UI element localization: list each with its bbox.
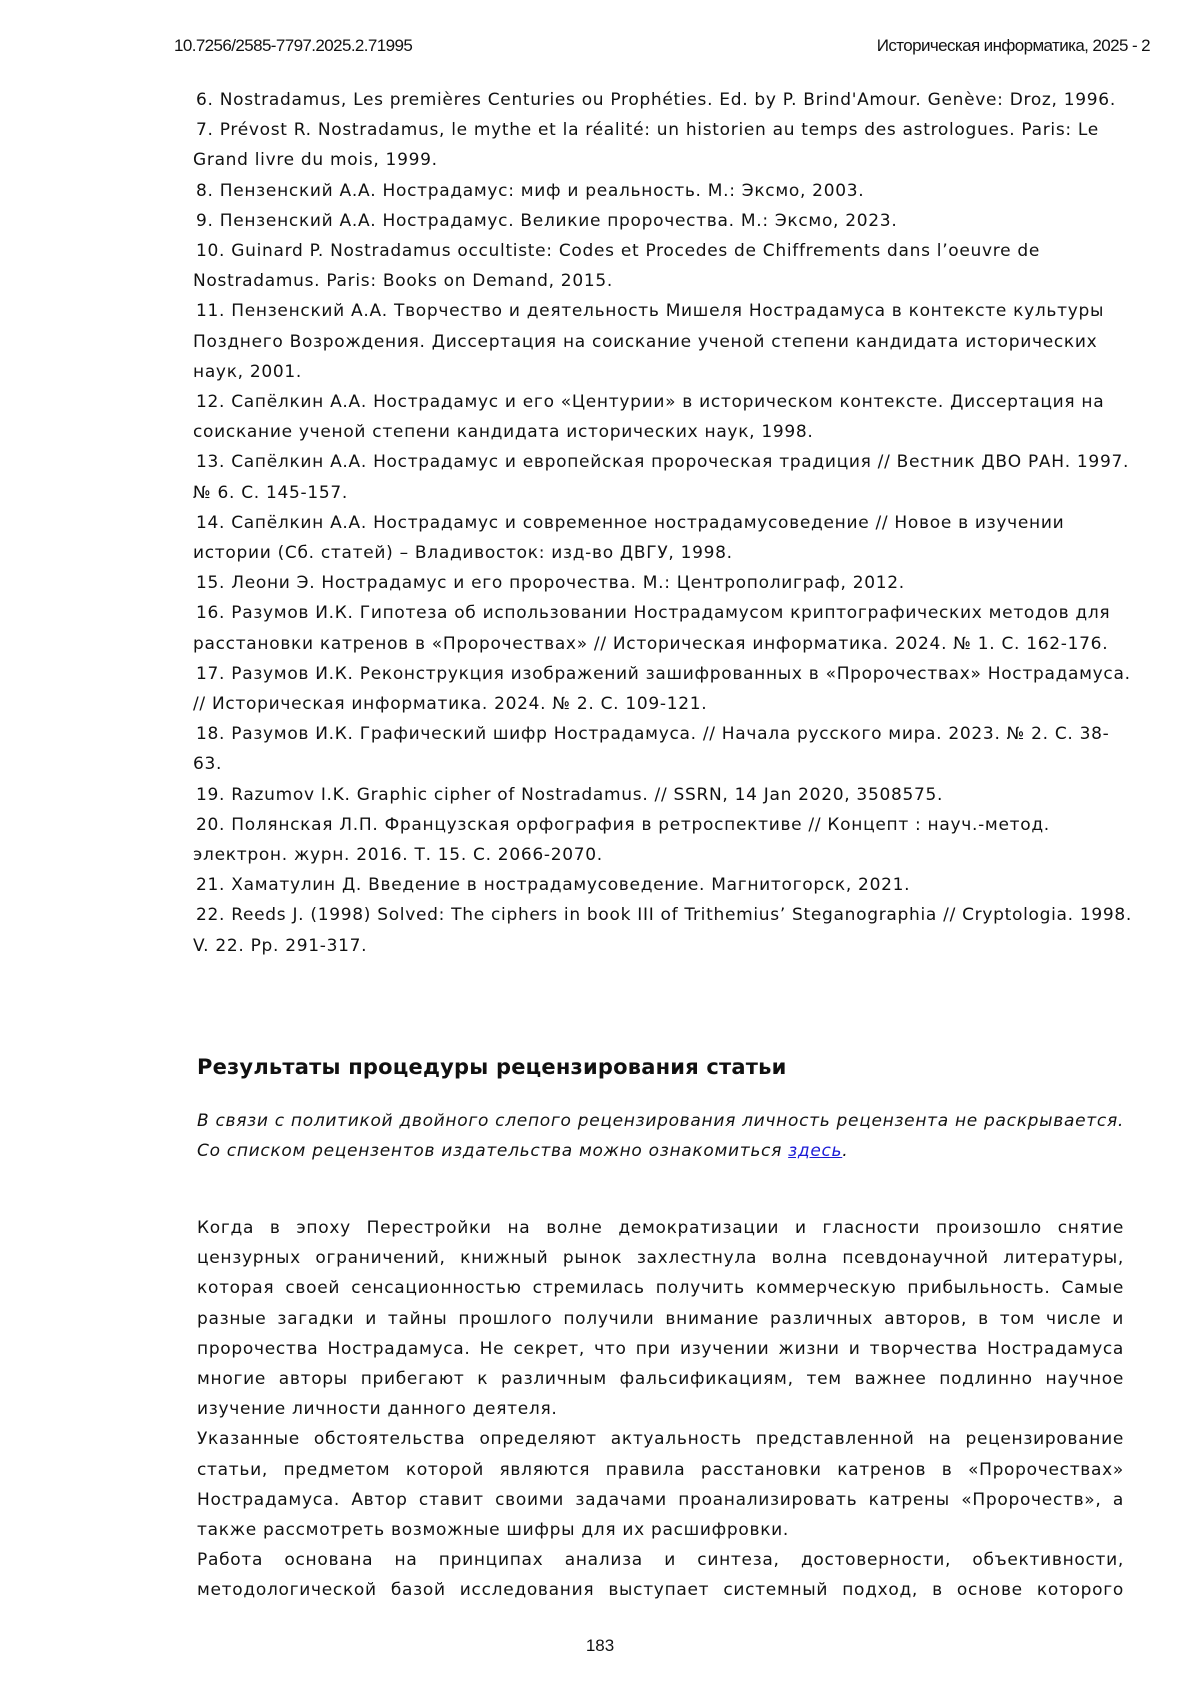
reference-item: 8. Пензенский А.А. Нострадамус: миф и реальность. М.: Эксмо, 2003. <box>196 180 865 201</box>
reviewers-list-link[interactable]: здесь <box>788 1141 843 1162</box>
reference-item: 19. Razumov I.K. Graphic cipher of Nostradamus. // SSRN, 14 Jan 2020, 3508575. <box>196 784 944 805</box>
reference-item: 10. Guinard P. Nostradamus occultiste: Codes et Procedes de Chiffrements dans l’oeuvre de Nostradamus. Paris: Books on Demand, 2015. <box>193 241 1041 292</box>
reference-item: 7. Prévost R. Nostradamus, le mythe et la réalité: un historien au temps des astrologues. Paris: Le Grand livre du mois, 1999. <box>193 120 1099 171</box>
reference-item: 21. Хаматулин Д. Введение в нострадамусоведение. Магнитогорск, 2021. <box>196 875 911 896</box>
review-paragraph: Работа основана на принципах анализа и синтеза, достоверности, объективности, методологической базой исследования выступает системный подход, в основе которого <box>197 1550 1124 1601</box>
review-notice <box>197 1106 1124 1166</box>
doi-label: 10.7256/2585-7797.2025.2.71995 <box>174 36 413 55</box>
review-section-title: Результаты процедуры рецензирования статьи <box>197 1055 787 1079</box>
reference-list <box>193 85 1133 961</box>
review-paragraph: Когда в эпоху Перестройки на волне демократизации и гласности произошло снятие цензурных ограничений, книжный рынок захлестнула волна псевдонаучной литературы, которая своей сенсационностью стремилась получить коммерческую прибыльность. Самые разные загадки и тайны прошлого получили внимание различных авторов, в том числе и пророчества Нострадамуса. Не секрет, что при изучении жизни и творчества Нострадамуса многие авторы прибегают к различным фальсификациям, тем важнее подлинно научное изучение личности данного деятеля. <box>197 1218 1124 1420</box>
reference-item: 22. Reeds J. (1998) Solved: The ciphers in book III of Trithemius’ Steganographia // Cryptologia. 1998. V. 22. Pp. 291-317. <box>193 905 1133 956</box>
reference-item: 20. Полянская Л.П. Французская орфография в ретроспективе // Концепт : науч.-метод. электрон. журн. 2016. Т. 15. С. 2066-2070. <box>193 814 1050 866</box>
reviewers-note-suffix: . <box>842 1141 849 1162</box>
reference-item: 11. Пензенский А.А. Творчество и деятельность Мишеля Нострадамуса в контексте культуры Позднего Возрождения. Диссертация на соискание ученой степени кандидата исторических наук, 2001. <box>193 301 1105 382</box>
reference-item: 12. Сапёлкин А.А. Нострадамус и его «Центурии» в историческом контексте. Диссертация на соискание ученой степени кандидата исторических наук, 1998. <box>193 392 1105 443</box>
reference-item: 9. Пензенский А.А. Нострадамус. Великие пророчества. М.: Эксмо, 2023. <box>196 210 898 231</box>
reference-item: 6. Nostradamus, Les premières Centuries ou Prophéties. Ed. by P. Brind'Amour. Genève: Droz, 1996. <box>196 90 1116 110</box>
blind-review-note: В связи с политикой двойного слепого рецензирования личность рецензента не раскрывается. <box>197 1111 1124 1131</box>
reference-item: 15. Леони Э. Нострадамус и его пророчества. М.: Центрополиграф, 2012. <box>196 573 905 594</box>
reviewers-note-text: Со списком рецензентов издательства можно ознакомиться <box>197 1141 789 1162</box>
page-header <box>174 36 1150 62</box>
reference-item: 14. Сапёлкин А.А. Нострадамус и современное нострадамусоведение // Новое в изучении истории (Сб. статей) – Владивосток: изд-во ДВГУ, 1998. <box>193 512 1065 564</box>
reference-item: 18. Разумов И.К. Графический шифр Нострадамуса. // Начала русского мира. 2023. № 2. С. 38-63. <box>193 724 1110 775</box>
journal-label: Историческая информатика, 2025 - 2 <box>876 36 1150 55</box>
page-number: 183 <box>585 1636 615 1655</box>
reference-item: 17. Разумов И.К. Реконструкция изображений зашифрованных в «Пророчествах» Нострадамуса. // Историческая информатика. 2024. № 2. С. 109-121. <box>193 663 1131 715</box>
reviewers-list-note <box>197 1136 1124 1166</box>
review-paragraph: Указанные обстоятельства определяют актуальность представленной на рецензирование статьи, предметом которой являются правила расстановки катренов в «Пророчествах» Нострадамуса. Автор ставит своими задачами проанализировать катрены «Пророчеств», а также рассмотреть возможные шифры для их расшифровки. <box>197 1429 1124 1541</box>
review-body <box>197 1213 1124 1606</box>
reference-item: 13. Сапёлкин А.А. Нострадамус и европейская пророческая традиция // Вестник ДВО РАН. 1997. № 6. С. 145-157. <box>193 452 1130 503</box>
reference-item: 16. Разумов И.К. Гипотеза об использовании Нострадамусом криптографических методов для расстановки катренов в «Пророчествах» // Историческая информатика. 2024. № 1. С. 162-176. <box>193 603 1111 654</box>
